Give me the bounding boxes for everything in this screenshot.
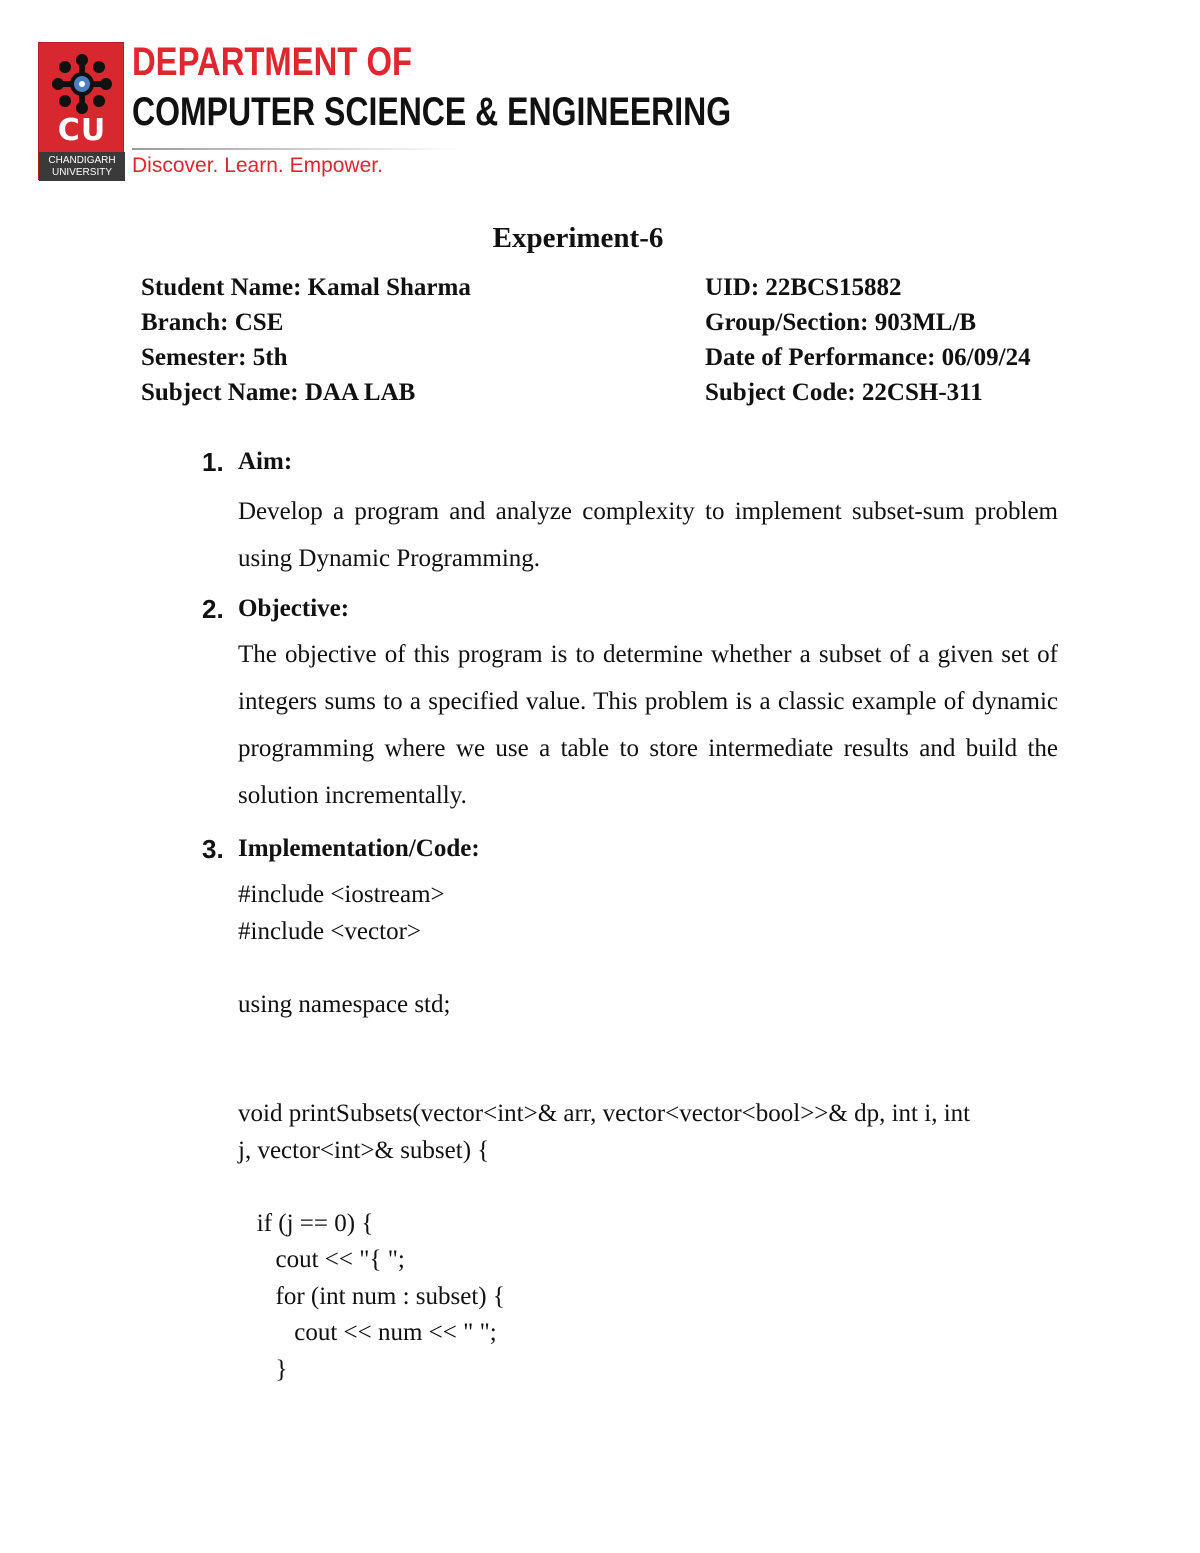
date-of-performance: Date of Performance: 06/09/24 <box>705 344 1031 371</box>
department-title-line1: DEPARTMENT OF <box>132 40 413 84</box>
aim-section <box>200 444 1060 582</box>
semester: Semester: 5th <box>141 344 288 371</box>
section-number: 3. <box>202 834 224 864</box>
section-heading <box>200 444 1060 480</box>
logo-cu-text: CU <box>57 113 107 148</box>
section-title: Implementation/Code: <box>238 835 480 862</box>
branch: Branch: CSE <box>141 309 284 336</box>
logo-university-line1: CHANDIGARH <box>48 155 116 166</box>
aim-text: Develop a program and analyze complexity to implement subset-sum problem using Dynamic Programming. <box>238 498 1058 572</box>
department-title-line2: COMPUTER SCIENCE & ENGINEERING <box>132 90 732 134</box>
info-row <box>141 375 1081 410</box>
section-title: Objective: <box>238 595 350 622</box>
student-info-block <box>141 270 1081 410</box>
info-row <box>141 305 1081 340</box>
group-section: Group/Section: 903ML/B <box>705 309 977 336</box>
section-heading <box>200 831 1060 867</box>
code-listing: #include <iostream> #include <vector> using namespace std; void printSubsets(vector<int>& arr, vector<vector<bool>>& dp, int i, int j, vector<int>& subset) { if (j == 0) { cout << "{ "; for (int num : subset) { cout << num << " "; } <box>238 881 971 1383</box>
info-row <box>141 270 1081 305</box>
subject-code: Subject Code: 22CSH-311 <box>705 379 983 406</box>
section-number: 2. <box>202 594 224 624</box>
department-header <box>38 40 732 182</box>
tagline: Discover. Learn. Empower. <box>132 154 383 177</box>
section-title: Aim: <box>238 448 293 475</box>
section-number: 1. <box>202 447 224 477</box>
implementation-section <box>200 831 1060 1388</box>
section-heading <box>200 591 1060 627</box>
objective-text: The objective of this program is to determine whether a subset of a given set of integers sums to a specified value. This problem is a classic example of dynamic programming where we use a table to store intermediate results and build the solution incrementally. <box>238 641 1058 809</box>
logo-university-line2: UNIVERSITY <box>51 167 112 178</box>
experiment-title: Experiment-6 <box>492 222 664 254</box>
uid: UID: 22BCS15882 <box>705 274 902 301</box>
header-divider <box>132 148 462 150</box>
info-row <box>141 340 1081 375</box>
objective-section <box>200 591 1060 819</box>
logo-emblem-icon <box>49 51 115 117</box>
student-name: Student Name: Kamal Sharma <box>141 274 471 301</box>
logo-university-label <box>39 152 125 181</box>
subject-name: Subject Name: DAA LAB <box>141 379 416 406</box>
university-logo <box>38 42 124 180</box>
